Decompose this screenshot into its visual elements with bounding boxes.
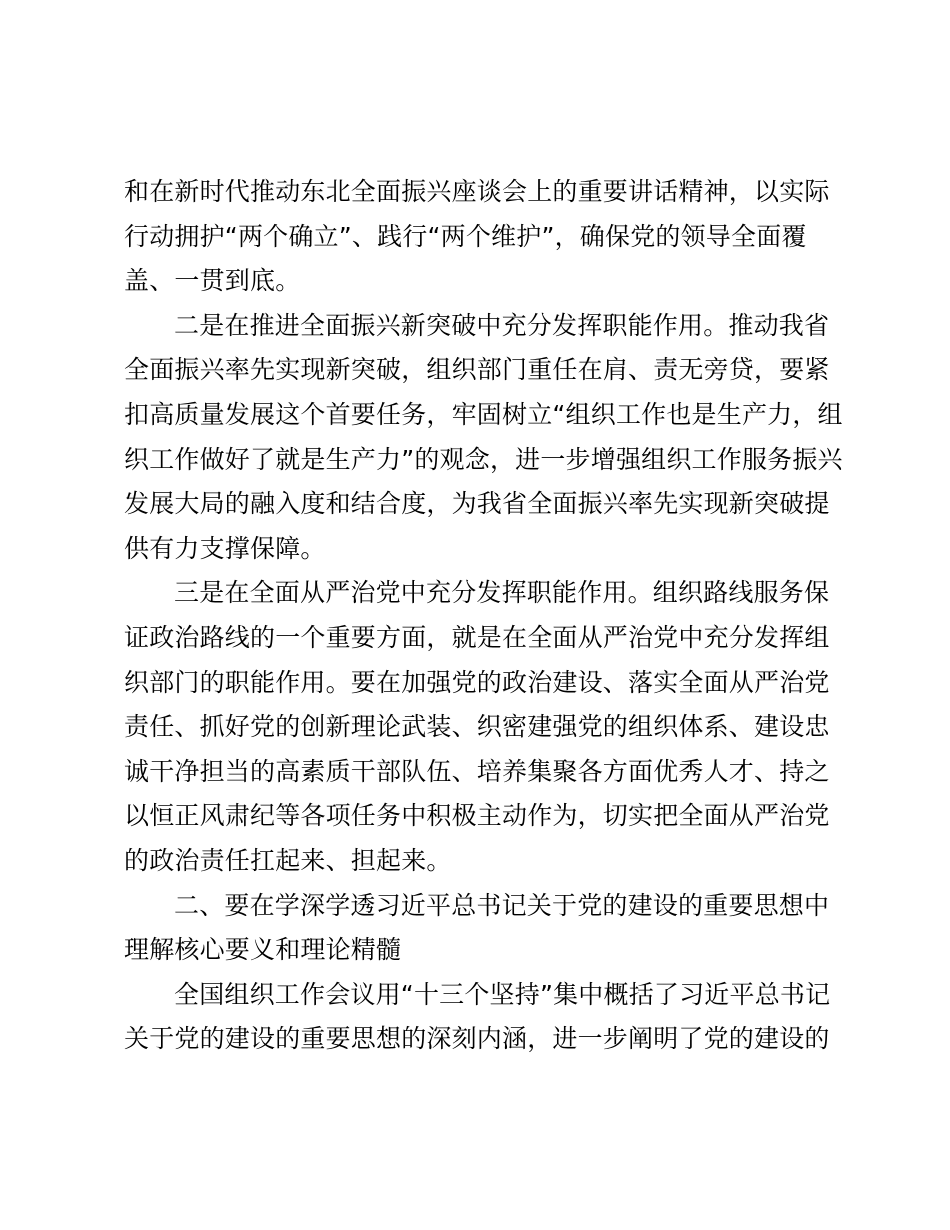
section-heading-line: 理解核心要义和理论精髓 (124, 935, 402, 965)
text-line: 发展大局的融入度和结合度，为我省全面振兴率先实现新突破提 (124, 489, 830, 519)
paragraph-start-line: 二是在推进全面振兴新突破中充分发挥职能作用。推动我省 (174, 310, 830, 340)
text-line: 以恒正风肃纪等各项任务中积极主动作为，切实把全面从严治党 (124, 801, 830, 831)
paragraph-start-line: 三是在全面从严治党中充分发挥职能作用。组织路线服务保 (174, 578, 830, 608)
text-line: 诚干净担当的高素质干部队伍、培养集聚各方面优秀人才、持之 (124, 756, 830, 786)
text-line: 和在新时代推动东北全面振兴座谈会上的重要讲话精神，以实际 (124, 177, 830, 206)
text-line: 织部门的职能作用。要在加强党的政治建设、落实全面从严治党 (124, 667, 830, 697)
text-line: 全面振兴率先实现新突破，组织部门重任在肩、责无旁贷，要紧 (124, 355, 830, 385)
text-line: 扣高质量发展这个首要任务，牢固树立“组织工作也是生产力，组 (124, 399, 843, 429)
text-line: 的政治责任扛起来、担起来。 (124, 845, 452, 875)
text-line: 证政治路线的一个重要方面，就是在全面从严治党中充分发挥组 (124, 622, 830, 652)
text-line: 供有力支撑保障。 (124, 533, 326, 563)
text-line: 关于党的建设的重要思想的深刻内涵，进一步阐明了党的建设的 (124, 1024, 830, 1054)
text-line: 行动拥护“两个确立”、践行“两个维护”，确保党的领导全面覆 (124, 221, 807, 251)
paragraph-start-line: 全国组织工作会议用“十三个坚持”集中概括了习近平总书记 (174, 979, 831, 1009)
text-line: 织工作做好了就是生产力”的观念，进一步增强组织工作服务振兴 (124, 444, 843, 474)
text-line: 盖、一贯到底。 (124, 266, 301, 296)
section-heading-line: 二、要在学深学透习近平总书记关于党的建设的重要思想中 (174, 890, 830, 920)
document-body (124, 170, 844, 1062)
text-line: 责任、抓好党的创新理论武装、织密建强党的组织体系、建设忠 (124, 712, 830, 742)
